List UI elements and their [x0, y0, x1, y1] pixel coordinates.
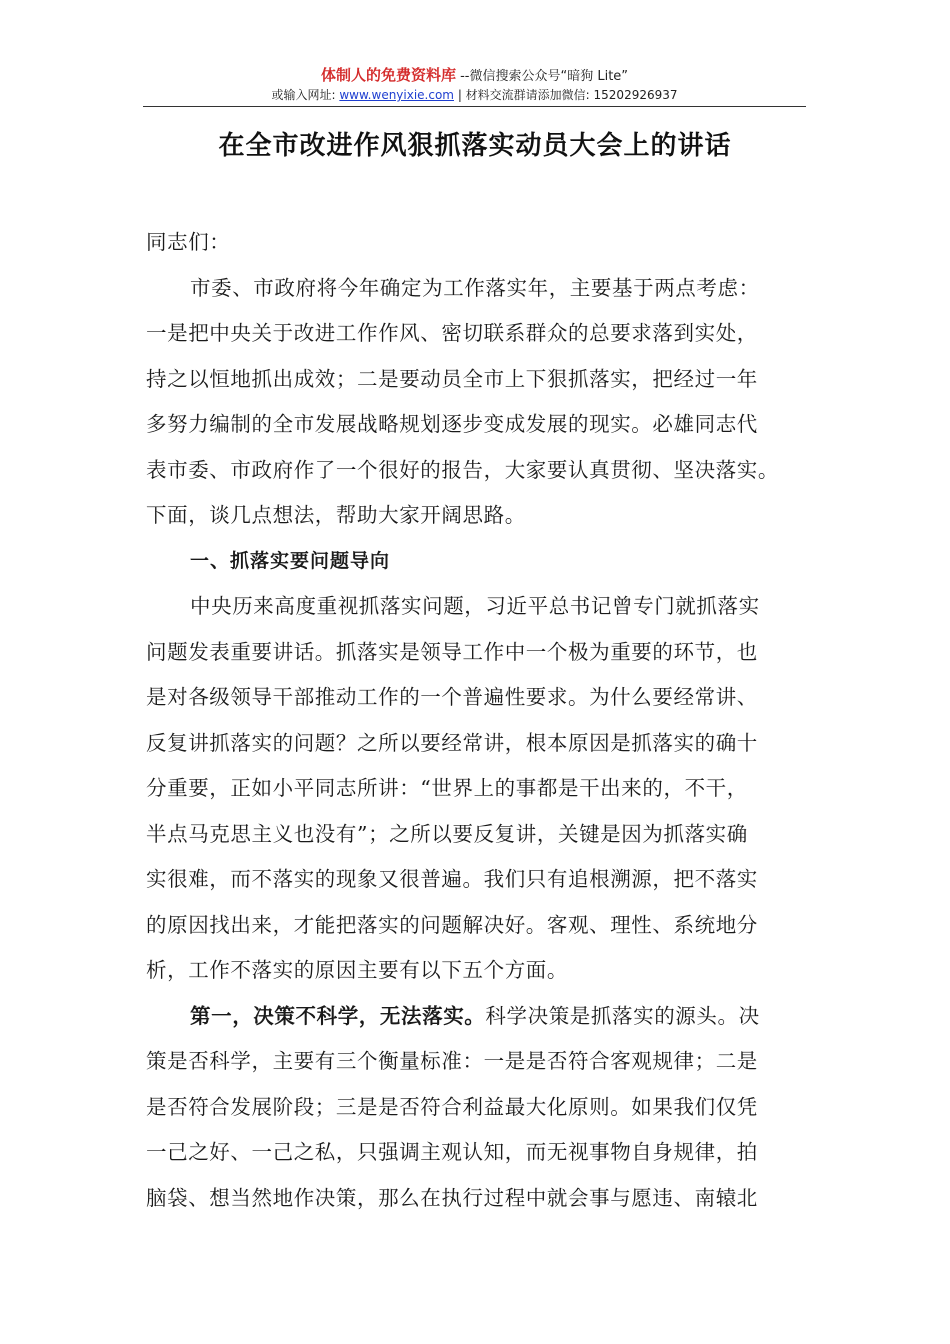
- paragraph-line: 表市委、市政府作了一个很好的报告，大家要认真贯彻、坚决落实。: [146, 457, 779, 482]
- paragraph-line: [146, 994, 808, 1040]
- paragraph-line: 市委、市政府将今年确定为工作落实年，主要基于两点考虑：: [190, 275, 760, 300]
- paragraph-line: 半点马克思主义也没有”；之所以要反复讲，关键是因为抓落实确: [146, 821, 748, 846]
- header-divider: [143, 106, 806, 107]
- paragraph-line: 的原因找出来，才能把落实的问题解决好。客观、理性、系统地分: [146, 912, 758, 937]
- paragraph-line: 析，工作不落实的原因主要有以下五个方面。: [146, 958, 568, 982]
- paragraph-line: 策是否科学，主要有三个衡量标准：一是是否符合客观规律；二是: [146, 1049, 758, 1073]
- paragraph-text: 科学决策是抓落实的源头。决: [485, 1003, 760, 1028]
- header-url-prefix: 或输入网址:: [271, 88, 340, 102]
- paragraph-line: 分重要，正如小平同志所讲：“世界上的事都是干出来的，不干，: [146, 776, 748, 800]
- bold-lead-phrase: 第一，决策不科学，无法落实。: [190, 1003, 486, 1028]
- header-line-2: [143, 87, 806, 104]
- document-title: 在全市改进作风狠抓落实动员大会上的讲话: [218, 131, 732, 161]
- paragraph-line: 持之以恒地抓出成效；二是要动员全市上下狠抓落实，把经过一年: [146, 366, 758, 391]
- paragraph-line: 脑袋、想当然地作决策，那么在执行过程中就会事与愿违、南辕北: [146, 1185, 758, 1210]
- paragraph-line: 中央历来高度重视抓落实问题，习近平总书记曾专门就抓落实: [190, 594, 760, 618]
- paragraph-line: 问题发表重要讲话。抓落实是领导工作中一个极为重要的环节，也: [146, 639, 758, 664]
- paragraph-line: 是否符合发展阶段；三是是否符合利益最大化原则。如果我们仅凭: [146, 1094, 758, 1119]
- paragraph-line: 一己之好、一己之私，只强调主观认知，而无视事物自身规律，拍: [146, 1140, 758, 1164]
- section-heading: 一、抓落实要问题导向: [190, 549, 391, 572]
- page-header: [143, 66, 806, 104]
- paragraph-line: 一是把中央关于改进工作作风、密切联系群众的总要求落到实处，: [146, 321, 758, 345]
- header-url-link[interactable]: www.wenyixie.com: [339, 88, 454, 102]
- document-body: [146, 220, 808, 1221]
- header-contact: | 材料交流群请添加微信: 15202926937: [454, 88, 678, 102]
- paragraph-line: 实很难，而不落实的现象又很普遍。我们只有追根溯源，把不落实: [146, 867, 758, 891]
- paragraph-line: 下面，谈几点想法，帮助大家开阔思路。: [146, 503, 526, 527]
- paragraph-line: 多努力编制的全市发展战略规划逐步变成发展的现实。必雄同志代: [146, 412, 758, 436]
- salutation: 同志们：: [146, 230, 231, 254]
- header-line-1: [143, 66, 806, 86]
- paragraph-line: 反复讲抓落实的问题？之所以要经常讲，根本原因是抓落实的确十: [146, 730, 758, 755]
- header-brand: 体制人的免费资料库: [320, 66, 456, 84]
- paragraph-line: 是对各级领导干部推动工作的一个普遍性要求。为什么要经常讲、: [146, 685, 758, 709]
- header-subtitle: --微信搜索公众号“暗狗 Lite”: [455, 69, 629, 84]
